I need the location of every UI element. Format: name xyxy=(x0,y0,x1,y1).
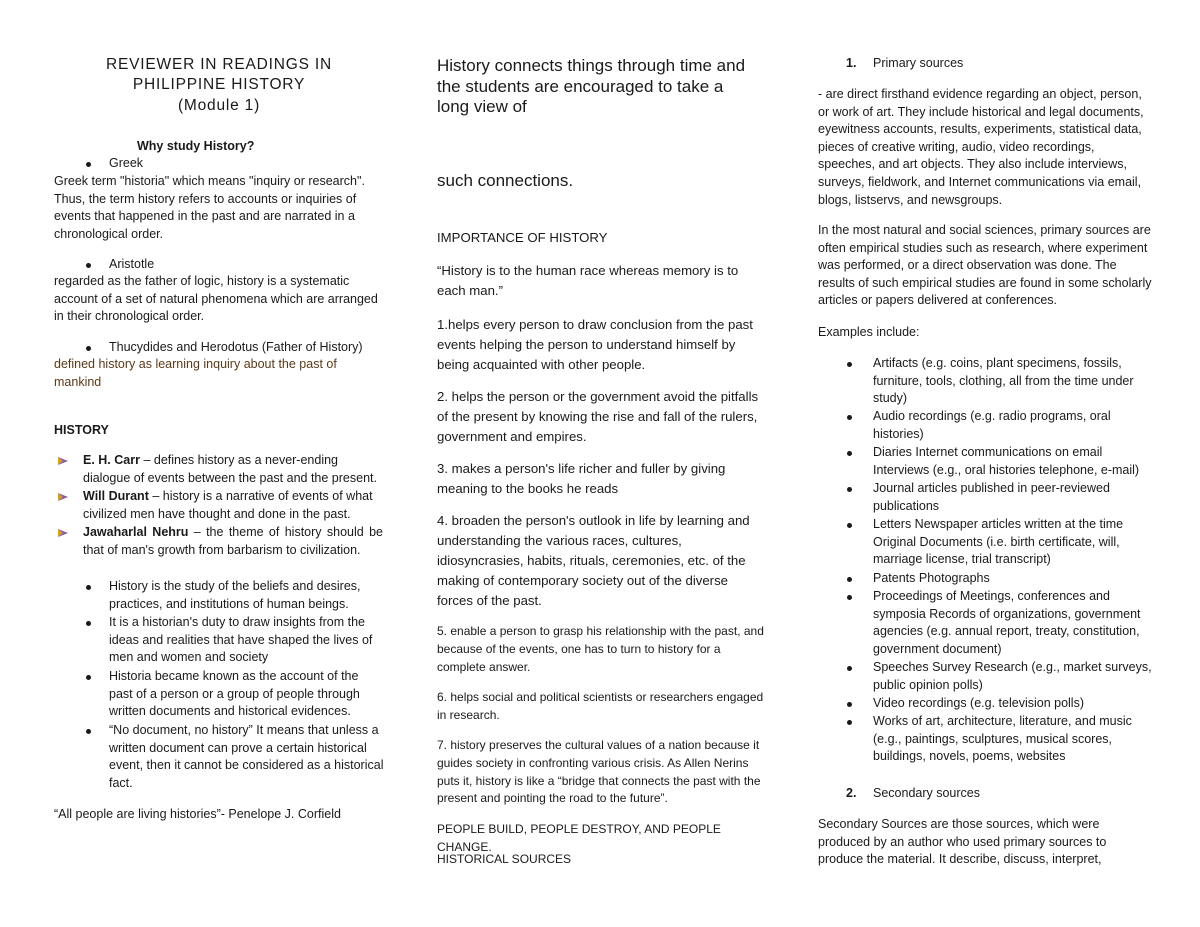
lead-text: History connects things through time and the students are encouraged to take a long view of xyxy=(437,56,746,116)
list-item: Audio recordings (e.g. radio programs, oral histories) xyxy=(873,409,1111,441)
list-item: It is a historian's duty to draw insights from the ideas and realities that have shaped the lives of men and women and society xyxy=(109,615,373,665)
importance-point: 2. helps the person or the government avoid the pitfalls of the present by knowing the rise and fall of the rulers, government and empires. xyxy=(437,389,759,444)
importance-point: 5. enable a person to grasp his relationship with the past, and because of the events, one has to turn to history for a complete answer. xyxy=(437,624,764,674)
definition-name: Jawaharlal Nehru xyxy=(83,525,189,539)
bullet-dot xyxy=(847,595,852,600)
people-line: PEOPLE BUILD, PEOPLE DESTROY, AND PEOPLE CHANGE. xyxy=(437,822,721,854)
primary-text-2: In the most natural and social sciences, primary sources are often empirical studies such as research, where experiment was performed, or a direct observation was done. The results of such empirical studies are found in some scholarly articles or papers delivered at conferences. xyxy=(818,223,1152,308)
historical-sources-heading: HISTORICAL SOURCES xyxy=(437,852,572,866)
history-heading: HISTORY xyxy=(54,423,109,437)
examples-label: Examples include: xyxy=(818,325,920,339)
bullet-dot xyxy=(86,585,91,590)
list-item xyxy=(54,452,384,488)
list-item: Artifacts (e.g. coins, plant specimens, fossils, furniture, tools, clothing, all from the time under study) xyxy=(873,356,1134,406)
secondary-number: 2. xyxy=(846,786,857,800)
thucydides-label: Thucydides and Herodotus (Father of History) xyxy=(109,340,363,354)
arrow-bullet-icon xyxy=(56,526,70,540)
importance-heading: IMPORTANCE OF HISTORY xyxy=(437,230,608,245)
arrow-bullet-icon xyxy=(56,490,70,504)
importance-quote: “History is to the human race whereas memory is to each man.” xyxy=(437,263,739,298)
list-item: Works of art, architecture, literature, and music (e.g., paintings, sculptures, musical scores, buildings, novels, poems, websites xyxy=(873,714,1132,764)
doc-title-line3: (Module 1) xyxy=(177,97,261,114)
primary-text: - are direct firsthand evidence regarding an object, person, or work of art. They include historical and legal documents, eyewitness accounts, results, experiments, statistical data, pieces of creative writing, audio, video recordings, speeches, and art objects. They also include interviews, surveys, fieldwork, and Internet communications via email, blogs, listservs, and newsgroups. xyxy=(818,87,1144,207)
definition-name: Will Durant xyxy=(83,489,149,503)
greek-label: Greek xyxy=(109,156,144,170)
bullet-dot xyxy=(847,523,852,528)
list-item: Video recordings (e.g. television polls) xyxy=(873,696,1084,710)
doc-title-line1: REVIEWER IN READINGS IN xyxy=(106,56,332,73)
lead-text-continued: such connections. xyxy=(437,171,574,190)
aristotle-label: Aristotle xyxy=(109,257,155,271)
definition-text: – defines history as a never-ending dialogue of events between the past and the present. xyxy=(83,453,377,485)
list-item: History is the study of the beliefs and desires, practices, and institutions of human beings. xyxy=(109,579,361,611)
doc-title-line2: PHILIPPINE HISTORY xyxy=(132,76,306,93)
bullet-dot xyxy=(86,162,91,167)
bullet-dot xyxy=(86,675,91,680)
bullet-dot xyxy=(86,263,91,268)
bullet-dot xyxy=(847,702,852,707)
list-item: Historia became known as the account of the past of a person or a group of people through written documents and historical evidences. xyxy=(109,669,360,719)
importance-point: 3. makes a person's life richer and fuller by giving meaning to the books he reads xyxy=(437,461,726,496)
secondary-text: Secondary Sources are those sources, which were produced by an author who used primary sources to produce the material. It describe, discuss, interpret, xyxy=(818,817,1107,867)
importance-point: 7. history preserves the cultural values of a nation because it guides society in confronting various crisis. As Allen Nerins puts it, history is like a “bridge that connects the past with the present and pointing the road to the future”. xyxy=(437,738,761,806)
bullet-dot xyxy=(86,346,91,351)
bullet-dot xyxy=(847,415,852,420)
list-item: Diaries Internet communications on email Interviews (e.g., oral histories telephone, e-mail) xyxy=(873,445,1140,477)
bullet-dot xyxy=(847,720,852,725)
bullet-dot xyxy=(847,451,852,456)
list-item: Letters Newspaper articles written at the time Original Documents (i.e. birth certificate, will, marriage license, trial transcript) xyxy=(873,517,1124,567)
bullet-dot xyxy=(86,729,91,734)
definition-name: E. H. Carr xyxy=(83,453,140,467)
definition-text: – history is a narrative of events of what civilized men have thought and done in the past. xyxy=(83,489,373,521)
importance-point: 4. broaden the person's outlook in life by learning and understanding the various races, cultures, idiosyncrasies, habits, rituals, ceremonies, etc. of the making of contemporary society out of the diverse forces of the past. xyxy=(437,513,750,608)
list-item: Speeches Survey Research (e.g., market surveys, public opinion polls) xyxy=(873,660,1152,692)
list-item: Journal articles published in peer-reviewed publications xyxy=(873,481,1110,513)
primary-heading: Primary sources xyxy=(873,56,964,70)
aristotle-text: regarded as the father of logic, history is a systematic account of a set of natural phenomena which are arranged in their chronological order. xyxy=(54,274,378,324)
importance-point: 1.helps every person to draw conclusion from the past events helping the person to understand himself by being acquainted with other people. xyxy=(437,317,753,372)
bullet-dot xyxy=(86,621,91,626)
bullet-dot xyxy=(847,362,852,367)
greek-text: Greek term "historia" which means "inquiry or research". Thus, the term history refers to accounts or inquiries of events that happened in the past and are narrated in a chronological order. xyxy=(54,174,365,241)
list-item: “No document, no history” It means that unless a written document can prove a certain historical event, then it cannot be considered as a historical fact. xyxy=(109,723,384,790)
why-study-heading: Why study History? xyxy=(137,139,255,153)
list-item: Proceedings of Meetings, conferences and symposia Records of organizations, government agencies (e.g. annual report, treaty, constitution, government document) xyxy=(873,589,1141,656)
bullet-dot xyxy=(847,666,852,671)
thucydides-text: defined history as learning inquiry about the past of mankind xyxy=(54,357,337,389)
bullet-dot xyxy=(847,487,852,492)
list-item xyxy=(54,524,384,560)
list-item xyxy=(54,488,384,524)
secondary-heading: Secondary sources xyxy=(873,786,981,800)
primary-number: 1. xyxy=(846,56,857,70)
bullet-dot xyxy=(847,577,852,582)
arrow-bullet-icon xyxy=(56,454,70,468)
importance-point: 6. helps social and political scientists or researchers engaged in research. xyxy=(437,690,764,722)
corfield-quote: “All people are living histories”- Penelope J. Corfield xyxy=(54,807,341,821)
list-item: Patents Photographs xyxy=(873,571,990,585)
definition-text: – the theme of history should be that of man's growth from barbarism to civilization. xyxy=(83,525,383,557)
